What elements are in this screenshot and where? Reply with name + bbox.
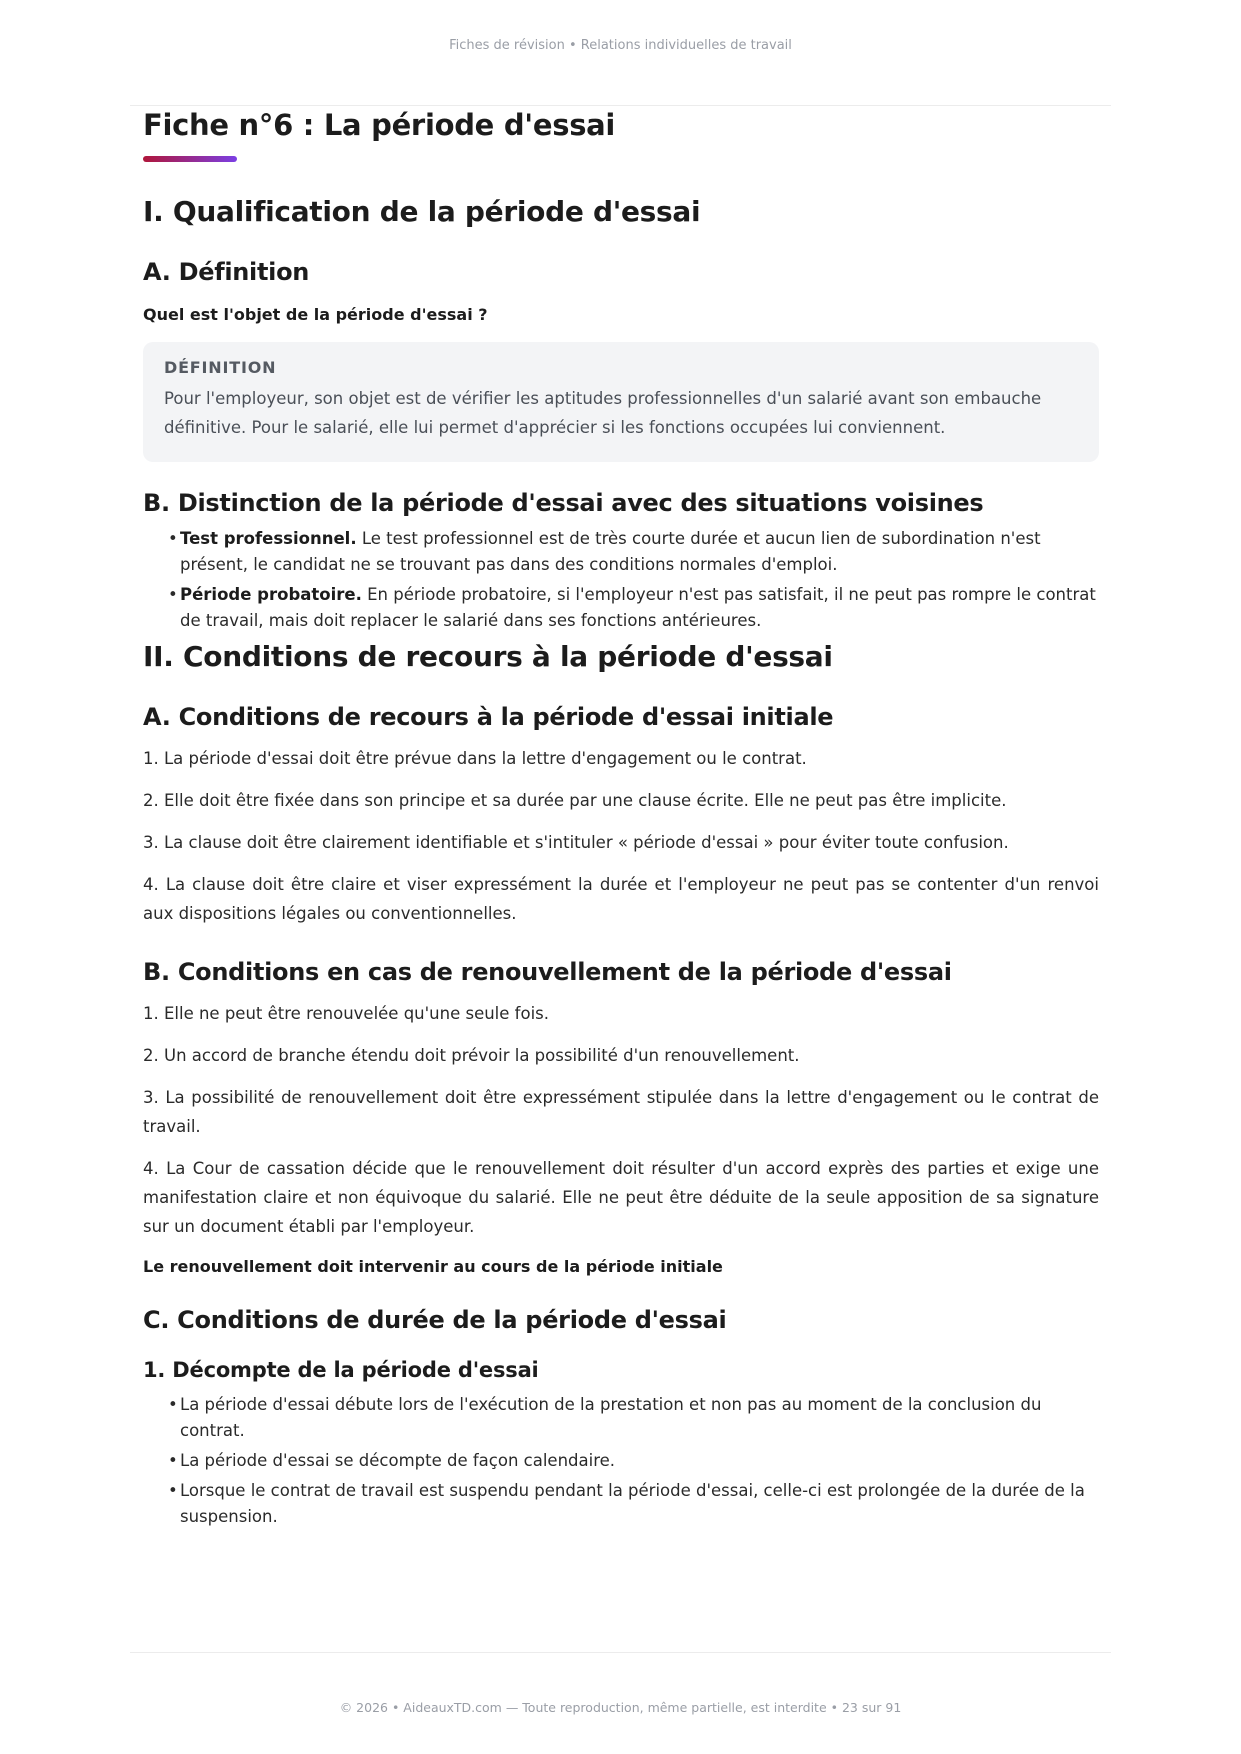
paragraph: 3. La possibilité de renouvellement doit être expressément stipulée dans la lettre d'engagement ou le contrat de travail.	[143, 1088, 1099, 1136]
page-footer: © 2026 • AideauxTD.com — Toute reproduction, même partielle, est interdite • 23 sur 91	[339, 1700, 902, 1715]
section-2b-heading: B. Conditions en cas de renouvellement de la période d'essai	[143, 958, 952, 986]
list-item: • La période d'essai débute lors de l'exécution de la prestation et non pas au moment de la conclusion du contrat.	[168, 1395, 1042, 1440]
paragraph: 3. La clause doit être clairement identifiable et s'intituler « période d'essai » pour éviter toute confusion.	[143, 833, 1009, 852]
footer-divider	[130, 1652, 1111, 1653]
item-term: Test professionnel.	[180, 529, 357, 548]
decompte-list	[143, 1392, 1099, 1530]
definition-label: DÉFINITION	[164, 358, 277, 377]
item-term: Période probatoire.	[180, 585, 362, 604]
list-item: • La période d'essai se décompte de façon calendaire.	[168, 1451, 616, 1470]
paragraph: 4. La clause doit être claire et viser expressément la durée et l'employeur ne peut pas se contenter d'un renvoi aux dispositions légales ou conventionnelles.	[143, 875, 1099, 923]
distinction-list	[143, 526, 1099, 634]
paragraph: 2. Elle doit être fixée dans son principe et sa durée par une clause écrite. Elle ne peut pas être implicite.	[143, 791, 1007, 810]
page-header: Fiches de révision • Relations individuelles de travail	[449, 38, 792, 53]
item-text: La période d'essai se décompte de façon calendaire.	[180, 1451, 616, 1470]
definition-text: Pour l'employeur, son objet est de vérifier les aptitudes professionnelles d'un salarié avant son embauche définitive. Pour le salarié, elle lui permet d'apprécier si les fonctions occupées lui conviennent.	[164, 389, 1042, 437]
list-item: • Lorsque le contrat de travail est suspendu pendant la période d'essai, celle-ci est prolongée de la durée de la suspension.	[168, 1481, 1085, 1526]
paragraph: 1. Elle ne peut être renouvelée qu'une seule fois.	[143, 1004, 549, 1023]
section-2c-heading: C. Conditions de durée de la période d'essai	[143, 1306, 727, 1334]
header-divider	[130, 105, 1111, 106]
paragraph: 1. La période d'essai doit être prévue dans la lettre d'engagement ou le contrat.	[143, 749, 807, 768]
item-text: La période d'essai débute lors de l'exécution de la prestation et non pas au moment de la conclusion du contrat.	[180, 1395, 1042, 1440]
fiche-title: Fiche n°6 : La période d'essai	[143, 108, 616, 142]
renewal-note: Le renouvellement doit intervenir au cours de la période initiale	[143, 1257, 723, 1276]
paragraph: 4. La Cour de cassation décide que le renouvellement doit résulter d'un accord exprès des parties et exige une manifestation claire et non équivoque du salarié. Elle ne peut être déduite de la seule apposition de sa signature sur un document établi par l'employeur.	[143, 1159, 1099, 1236]
item-text: Lorsque le contrat de travail est suspendu pendant la période d'essai, celle-ci est prolongée de la durée de la suspension.	[180, 1481, 1085, 1526]
definition-question: Quel est l'objet de la période d'essai ?	[143, 305, 488, 324]
document-content	[143, 108, 1099, 1534]
paragraph: 2. Un accord de branche étendu doit prévoir la possibilité d'un renouvellement.	[143, 1046, 800, 1065]
title-accent-bar	[143, 156, 237, 162]
section-1b-heading: B. Distinction de la période d'essai avec des situations voisines	[143, 489, 984, 517]
list-item: • Test professionnel. Le test professionnel est de très courte durée et aucun lien de subordination n'est présent, le candidat ne se trouvant pas dans des conditions normales d'emploi.	[168, 529, 1041, 574]
section-2a-heading: A. Conditions de recours à la période d'essai initiale	[143, 703, 834, 731]
item-text: Le test professionnel est de très courte durée et aucun lien de subordination n'est présent, le candidat ne se trouvant pas dans des conditions normales d'emploi.	[180, 529, 1041, 574]
section-2c1-heading: 1. Décompte de la période d'essai	[143, 1358, 539, 1382]
section-2-heading: II. Conditions de recours à la période d'essai	[143, 640, 833, 673]
definition-box	[143, 342, 1099, 462]
item-text: En période probatoire, si l'employeur n'est pas satisfait, il ne peut pas rompre le contrat de travail, mais doit replacer le salarié dans ses fonctions antérieures.	[180, 585, 1096, 630]
section-1-heading: I. Qualification de la période d'essai	[143, 195, 701, 228]
list-item: • Période probatoire. En période probatoire, si l'employeur n'est pas satisfait, il ne peut pas rompre le contrat de travail, mais doit replacer le salarié dans ses fonctions antérieures.	[168, 585, 1096, 630]
section-1a-heading: A. Définition	[143, 258, 310, 286]
